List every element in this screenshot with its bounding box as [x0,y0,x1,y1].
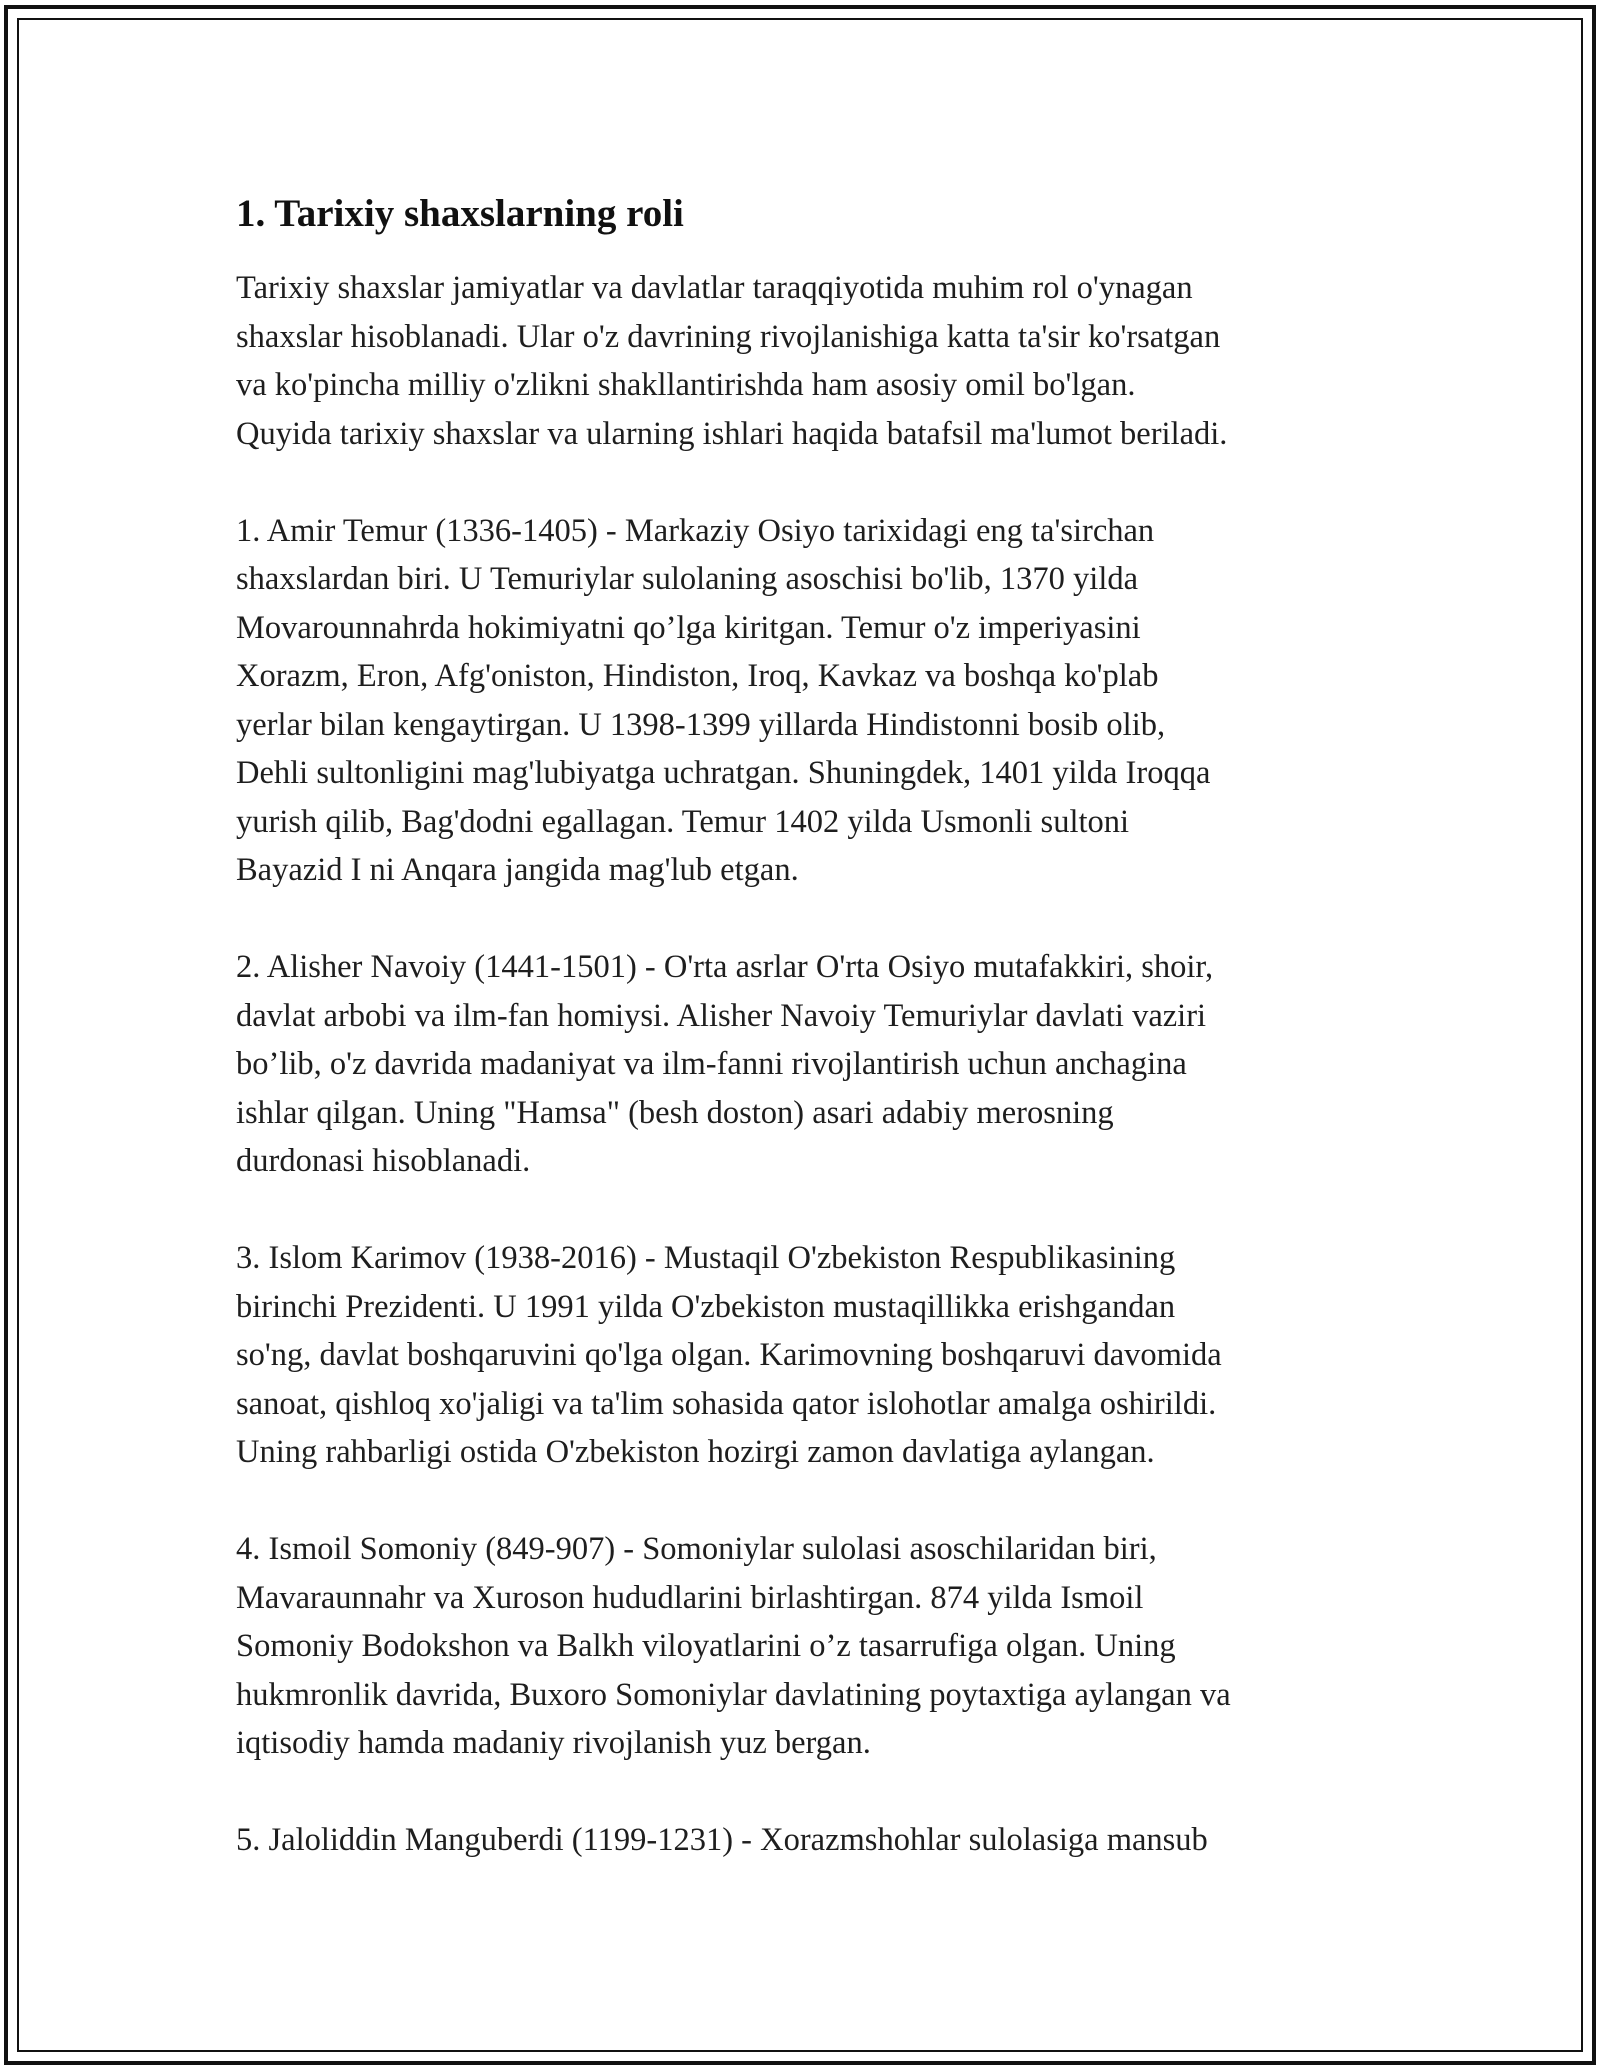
text-line: shaxslardan biri. U Temuriylar sulolaning asoschisi bo'lib, 1370 yilda [236,561,1139,597]
text-line: yurish qilib, Bag'dodni egallagan. Temur 1402 yilda Usmonli sultoni [236,803,1130,840]
text-line: iqtisodiy hamda madaniy rivojlanish yuz bergan. [236,1725,871,1761]
section-heading: 1. Tarixiy shaxslarning roli [236,192,684,235]
text-line: Movarounnahrda hokimiyatni qo’lga kiritgan. Temur o'z imperiyasini [236,609,1141,646]
text-line: 3. Islom Karimov (1938-2016) - Mustaqil O'zbekiston Respublikasining [236,1240,1176,1276]
text-line: birinchi Prezidenti. U 1991 yilda O'zbekiston mustaqillikka erishgandan [236,1288,1176,1325]
paragraph-list [236,264,1386,1865]
text-line: davlat arbobi va ilm-fan homiysi. Alisher Navoiy Temuriylar davlati vaziri [236,997,1207,1034]
entry-paragraph [236,507,1386,895]
text-line: Quyida tarixiy shaxslar va ularning ishlari haqida batafsil ma'lumot beriladi. [236,415,1228,452]
text-line: durdonasi hisoblanadi. [236,1143,531,1179]
text-line: 4. Ismoil Somoniy (849-907) - Somoniylar sulolasi asoschilaridan biri, [236,1531,1157,1567]
text-line: Dehli sultonligini mag'lubiyatga uchratgan. Shuningdek, 1401 yilda Iroqqa [236,755,1211,791]
text-line: Tarixiy shaxslar jamiyatlar va davlatlar taraqqiyotida muhim rol o'ynagan [236,270,1193,306]
text-line: sanoat, qishloq xo'jaligi va ta'lim sohasida qator islohotlar amalga oshirildi. [236,1385,1217,1422]
text-line: Bayazid I ni Anqara jangida mag'lub etgan. [236,852,799,888]
text-line: Xorazm, Eron, Afg'oniston, Hindiston, Iroq, Kavkaz va boshqa ko'plab [236,658,1159,694]
text-line: 2. Alisher Navoiy (1441-1501) - O'rta asrlar O'rta Osiyo mutafakkiri, shoir, [236,949,1214,985]
text-line: bo’lib, o'z davrida madaniyat va ilm-fanni rivojlantirish uchun anchagina [236,1046,1187,1082]
entry-paragraph [236,1234,1386,1477]
text-line: Mavaraunnahr va Xuroson hududlarini birlashtirgan. 874 yilda Ismoil [236,1579,1144,1616]
text-line: 1. Amir Temur (1336-1405) - Markaziy Osiyo tarixidagi eng ta'sirchan [236,512,1155,549]
document-body [236,186,1386,1913]
text-line: shaxslar hisoblanadi. Ular o'z davrining rivojlanishiga katta ta'sir ko'rsatgan [236,318,1221,355]
entry-paragraph [236,1525,1386,1768]
intro-paragraph [236,264,1386,458]
entry-paragraph [236,943,1386,1186]
entry-paragraph [236,1816,1386,1865]
text-line: so'ng, davlat boshqaruvini qo'lga olgan. Karimovning boshqaruvi davomida [236,1337,1222,1373]
text-line: ishlar qilgan. Uning "Hamsa" (besh doston) asari adabiy merosning [236,1094,1114,1131]
text-line: yerlar bilan kengaytirgan. U 1398-1399 yillarda Hindistonni bosib olib, [236,706,1166,743]
text-line: va ko'pincha milliy o'zlikni shakllantirishda ham asosiy omil bo'lgan. [236,367,1136,403]
text-line: Somoniy Bodokshon va Balkh viloyatlarini o’z tasarrufiga olgan. Uning [236,1628,1176,1664]
text-line: 5. Jaloliddin Manguberdi (1199-1231) - Xorazmshohlar sulolasiga mansub [236,1822,1208,1858]
text-line: hukmronlik davrida, Buxoro Somoniylar davlatining poytaxtiga aylangan va [236,1676,1231,1713]
text-line: Uning rahbarligi ostida O'zbekiston hozirgi zamon davlatiga aylangan. [236,1434,1155,1470]
